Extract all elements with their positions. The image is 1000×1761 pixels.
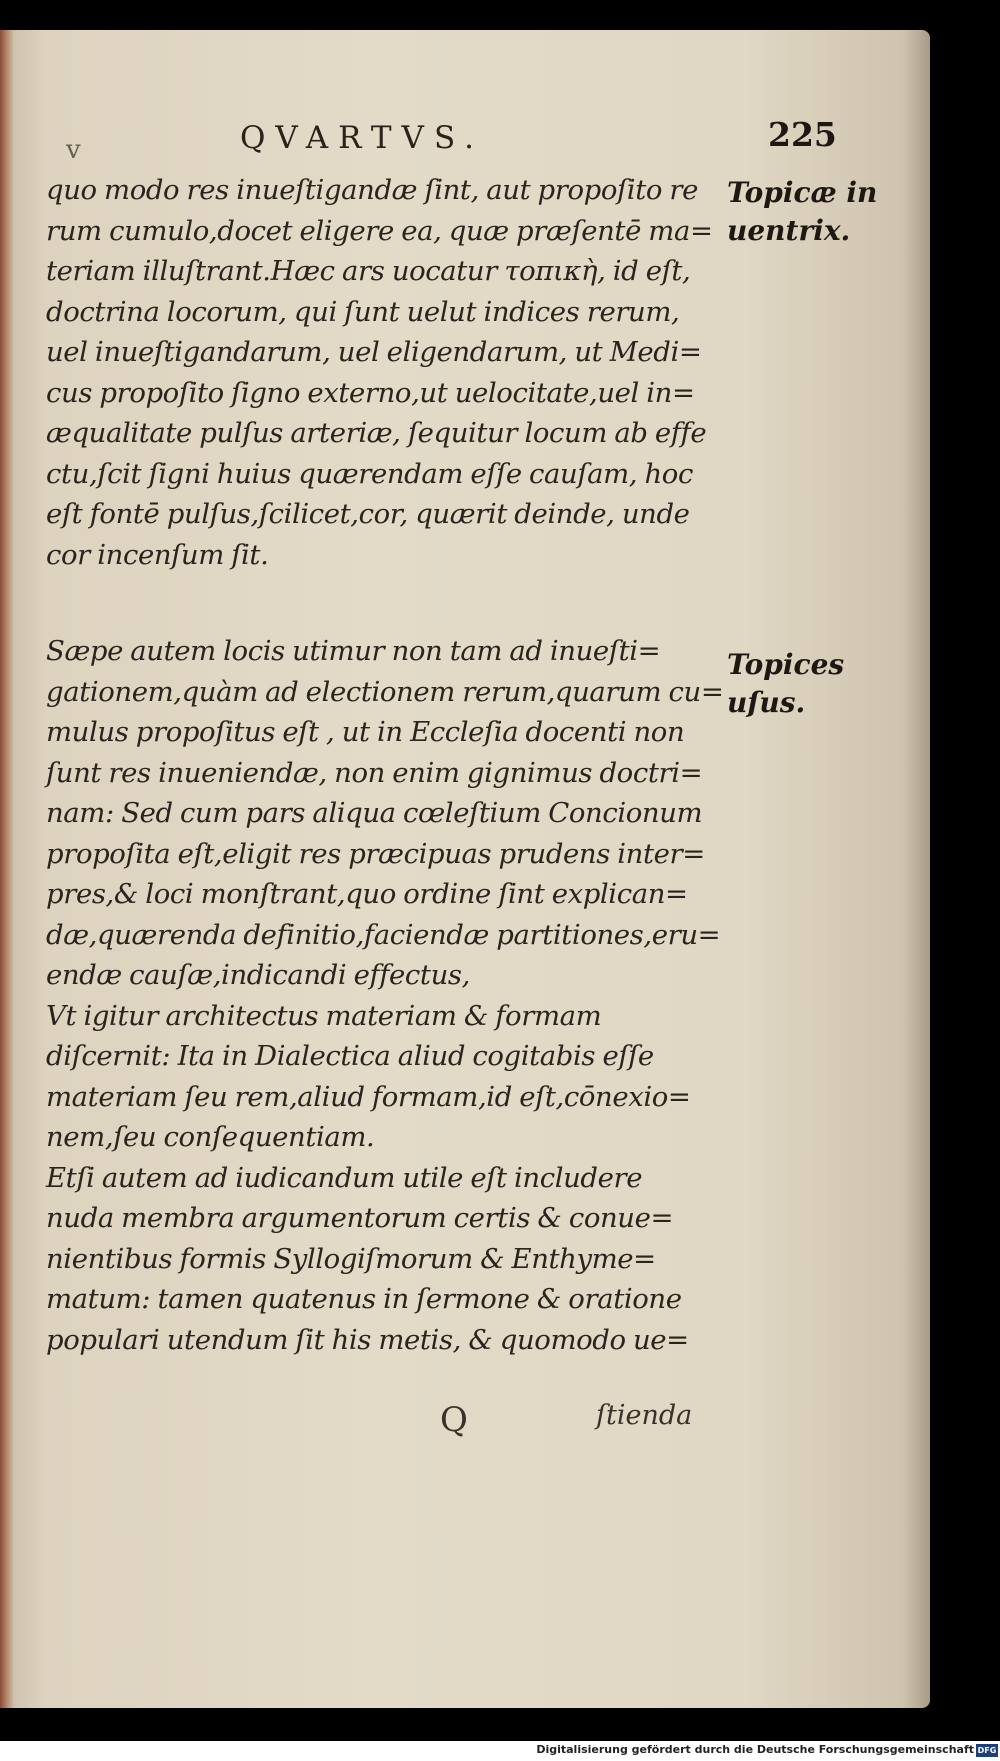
margin-note-topicae [727, 174, 877, 250]
margin-note-topices [727, 646, 844, 722]
page-binding-edge [0, 30, 14, 1708]
text-line: nam: Sed cum pars aliqua cœleſtium Concionum [46, 797, 703, 829]
paragraph-gap [46, 575, 746, 631]
text-line: eſt fontē pulſus,ſcilicet,cor, quærit deinde, unde [46, 498, 690, 530]
text-line: nientibus formis Syllogiſmorum & Enthyme= [46, 1242, 656, 1275]
page-number: 225 [768, 115, 837, 154]
body-text [46, 170, 746, 1360]
text-line: diſcernit: Ita in Dialectica aliud cogitabis eſſe [46, 1040, 654, 1072]
text-line: ſunt res inueniendæ, non enim gignimus doctri= [46, 756, 703, 789]
text-line: nem,ſeu conſequentiam. [46, 1121, 375, 1153]
text-line: Sæpe autem locis utimur non tam ad inueſti= [46, 635, 661, 667]
text-line: nuda membra argumentorum certis & conue= [46, 1202, 674, 1234]
text-line: uel inueſtigandarum, uel eligendarum, ut Medi= [46, 336, 702, 368]
margin-note-line: uſus. [727, 686, 806, 719]
text-line: matum: tamen quatenus in ſermone & oratione [46, 1283, 682, 1315]
text-line: propoſita eſt,eligit res præcipuas prudens inter= [46, 837, 705, 870]
text-line: cor incenſum ſit. [46, 538, 269, 571]
running-head: QVARTVS. [240, 120, 484, 156]
text-line: teriam illuſtrant.Hæc ars uocatur τοπικὴ, id eſt, [46, 255, 691, 287]
catchword: ſtienda [596, 1400, 693, 1431]
text-line: mulus propoſitus eſt , ut in Eccleſia docenti non [46, 716, 685, 748]
margin-note-line: uentrix. [727, 214, 851, 247]
text-line: endæ cauſæ,indicandi effectus, [46, 959, 470, 991]
corner-mark: v [66, 135, 81, 165]
dfg-logo: DFG [977, 1746, 997, 1755]
digitization-footer [0, 1741, 1000, 1761]
text-line: ctu,ſcit ſigni huius quærendam eſſe cauſam, hoc [46, 457, 693, 490]
text-line: dæ,quærenda definitio,faciendæ partitiones,eru= [46, 918, 721, 951]
text-line: quo modo res inueſtigandæ ſint, aut propoſito re [46, 174, 698, 206]
text-line: cus propoſito ſigno externo,ut uelocitate,uel in= [46, 376, 695, 409]
text-line: populari utendum ſit his metis, & quomodo ue= [46, 1323, 689, 1356]
text-line: Vt igitur architectus materiam & formam [46, 999, 602, 1032]
margin-note-line: Topices [727, 648, 845, 681]
text-line: æqualitate pulſus arteriæ, ſequitur locum ab effe [46, 417, 707, 449]
text-line: doctrina locorum, qui ſunt uelut indices rerum, [46, 295, 680, 328]
text-line: materiam ſeu rem,aliud formam,id eſt,cōnexio= [46, 1080, 691, 1113]
text-line: gationem,quàm ad electionem rerum,quarum cu= [46, 675, 724, 708]
signature-mark: Q [440, 1400, 468, 1440]
text-line: rum cumulo,docet eligere ea, quæ præſentē ma= [46, 214, 713, 247]
footer-credit: Digitalisierung gefördert durch die Deutsche Forschungsgemeinschaft [536, 1743, 974, 1756]
text-line: Etſi autem ad iudicandum utile eſt includere [46, 1161, 643, 1194]
text-line: pres,& loci monſtrant,quo ordine ſint explican= [46, 878, 688, 910]
margin-note-line: Topicæ in [727, 176, 878, 209]
